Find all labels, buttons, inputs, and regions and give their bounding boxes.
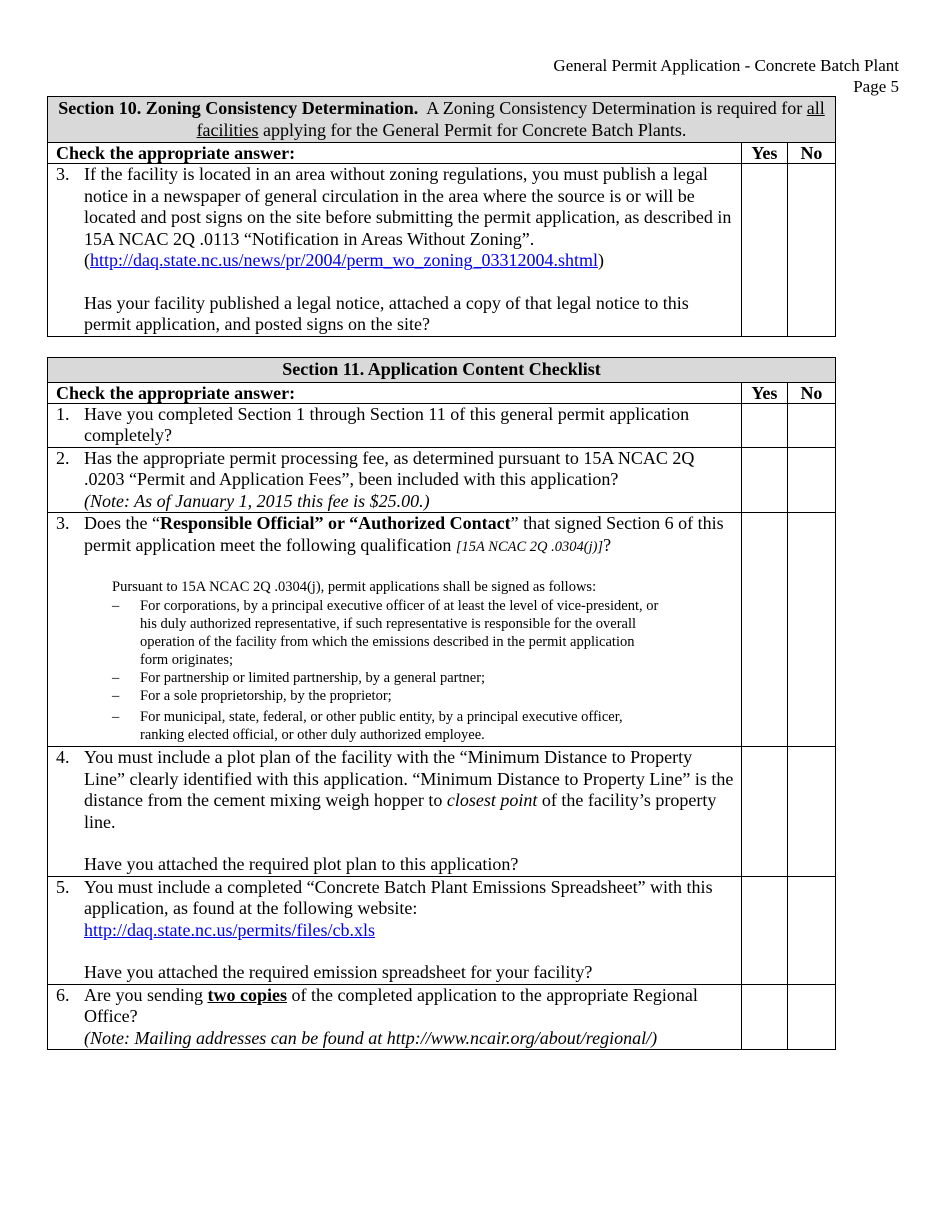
question-text xyxy=(84,985,735,1028)
q6-bold: two copies xyxy=(207,984,287,1005)
fee-note: (Note: As of January 1, 2015 this fee is $25.00.) xyxy=(84,490,430,511)
section-10-intro-b: applying for the General Permit for Concrete Batch Plants. xyxy=(263,119,687,140)
bullet-item xyxy=(84,669,735,687)
q6-text-a: Are you sending xyxy=(84,984,203,1005)
bullet-item xyxy=(84,687,735,705)
yes-checkbox-cell[interactable] xyxy=(741,747,787,877)
question-number: 6. xyxy=(56,984,70,1005)
no-checkbox-cell[interactable] xyxy=(787,164,835,337)
question-text: Has the appropriate permit processing fee, as determined pursuant to 15A NCAC 2Q .0203 “Permit and Application Fees”, been included with this application? xyxy=(84,447,695,489)
no-checkbox-cell[interactable] xyxy=(787,876,835,984)
question-row xyxy=(48,876,742,984)
question-row xyxy=(48,984,742,1050)
bullet-text: For corporations, by a principal executive officer of at least the level of vice-president, or his duly authorized representative, if such representative is responsible for the overall operation of the facility from which the emissions described in the permit application form originates; xyxy=(140,598,659,668)
no-header: No xyxy=(787,382,835,403)
question-number: 3. xyxy=(56,513,70,533)
no-checkbox-cell[interactable] xyxy=(787,403,835,447)
question-number: 2. xyxy=(56,447,70,468)
question-text: You must include a completed “Concrete Batch Plant Emissions Spreadsheet” with this application, as found at the following website: xyxy=(84,876,713,918)
no-checkbox-cell[interactable] xyxy=(787,513,835,747)
yes-checkbox-cell[interactable] xyxy=(741,513,787,747)
zoning-notice-link[interactable]: http://daq.state.nc.us/news/pr/2004/perm_wo_zoning_03312004.shtml xyxy=(90,250,598,270)
yes-checkbox-cell[interactable] xyxy=(741,403,787,447)
q3-end: ? xyxy=(603,534,612,555)
section-10-intro-underlined: all facilities xyxy=(196,98,825,140)
yes-checkbox-cell[interactable] xyxy=(741,876,787,984)
q4-text-a: You must include a plot plan of the facility with the “Minimum Distance to Property Line” clearly identified with this application. “Minimum Distance to Property Line” is the distance from the cement mixing weigh hopper to xyxy=(84,747,734,810)
section-11-table xyxy=(47,357,836,1050)
dash-icon: – xyxy=(112,688,120,704)
question-prompt: Has your facility published a legal notice, attached a copy of that legal notice to this permit application, and posted signs on the site? xyxy=(84,292,689,334)
question-row xyxy=(48,513,742,747)
bullet-item xyxy=(84,708,660,744)
section-11-title xyxy=(48,358,836,383)
zoning-link-line: (http://daq.state.nc.us/news/pr/2004/perm_wo_zoning_03312004.shtml) xyxy=(84,250,604,270)
no-checkbox-cell[interactable] xyxy=(787,447,835,513)
yes-header: Yes xyxy=(741,143,787,164)
bullet-text: For municipal, state, federal, or other public entity, by a principal executive officer, ranking elected official, or other duly authorized employee. xyxy=(140,709,623,743)
check-label: Check the appropriate answer: xyxy=(48,382,742,403)
q4-text-b: of the facility’s property line. xyxy=(84,790,717,832)
page-number: Page 5 xyxy=(853,77,899,96)
q3-pre: Does the “ xyxy=(84,513,160,533)
section-10-heading: Section 10. Zoning Consistency Determination. xyxy=(58,98,419,118)
dash-icon: – xyxy=(112,598,120,614)
section-11-heading: Section 11. Application Content Checklist xyxy=(282,359,601,379)
q3-bold: Responsible Official” or “Authorized Contact xyxy=(159,513,511,533)
question-row xyxy=(48,447,742,513)
yes-checkbox-cell[interactable] xyxy=(741,984,787,1050)
bullet-item xyxy=(84,597,660,669)
yes-checkbox-cell[interactable] xyxy=(741,164,787,337)
q6-text-b: of the completed application to the appropriate Regional Office? xyxy=(84,984,698,1026)
bullet-text: For partnership or limited partnership, by a general partner; xyxy=(140,670,486,686)
section-10-title xyxy=(48,97,836,143)
question-text xyxy=(84,747,735,833)
question-number: 1. xyxy=(56,403,70,424)
spreadsheet-link[interactable]: http://daq.state.nc.us/permits/files/cb.xls xyxy=(84,919,375,940)
question-row xyxy=(48,164,742,337)
section-10-table xyxy=(47,96,836,337)
dash-icon: – xyxy=(112,709,120,725)
mailing-note: (Note: Mailing addresses can be found at http://www.ncair.org/about/regional/) xyxy=(84,1027,658,1048)
no-checkbox-cell[interactable] xyxy=(787,984,835,1050)
question-number: 4. xyxy=(56,747,70,767)
question-number: 3. xyxy=(56,164,70,184)
pursuant-text: Pursuant to 15A NCAC 2Q .0304(j), permit applications shall be signed as follows: xyxy=(112,579,597,595)
question-row xyxy=(48,403,742,447)
section-10-intro-a: A Zoning Consistency Determination is required for xyxy=(426,98,803,118)
page-header xyxy=(553,55,899,97)
q3-reference: [15A NCAC 2Q .0304(j)] xyxy=(455,538,604,555)
yes-checkbox-cell[interactable] xyxy=(741,447,787,513)
bullet-text: For a sole proprietorship, by the proprietor; xyxy=(140,688,392,704)
yes-header: Yes xyxy=(741,382,787,403)
header-title: General Permit Application - Concrete Batch Plant xyxy=(553,56,899,75)
question-text: If the facility is located in an area without zoning regulations, you must publish a legal notice in a newspaper of general circulation in the area where the source is or will be located and post signs on the site before submitting the permit application, as described in 15A NCAC 2Q .0113 “Notification in Areas Without Zoning”. xyxy=(84,164,732,249)
no-header: No xyxy=(787,143,835,164)
q3-post: ” that signed Section 6 of this permit application meet the following qualification xyxy=(84,513,724,555)
dash-icon: – xyxy=(112,670,120,686)
question-prompt: Have you attached the required emission spreadsheet for your facility? xyxy=(84,962,593,982)
question-text xyxy=(84,513,735,558)
question-text: Have you completed Section 1 through Section 11 of this general permit application completely? xyxy=(84,403,690,445)
no-checkbox-cell[interactable] xyxy=(787,747,835,877)
q4-italic: closest point xyxy=(446,790,538,810)
question-prompt: Have you attached the required plot plan to this application? xyxy=(84,854,519,874)
check-label: Check the appropriate answer: xyxy=(48,143,742,164)
question-row xyxy=(48,747,742,877)
question-number: 5. xyxy=(56,876,70,897)
